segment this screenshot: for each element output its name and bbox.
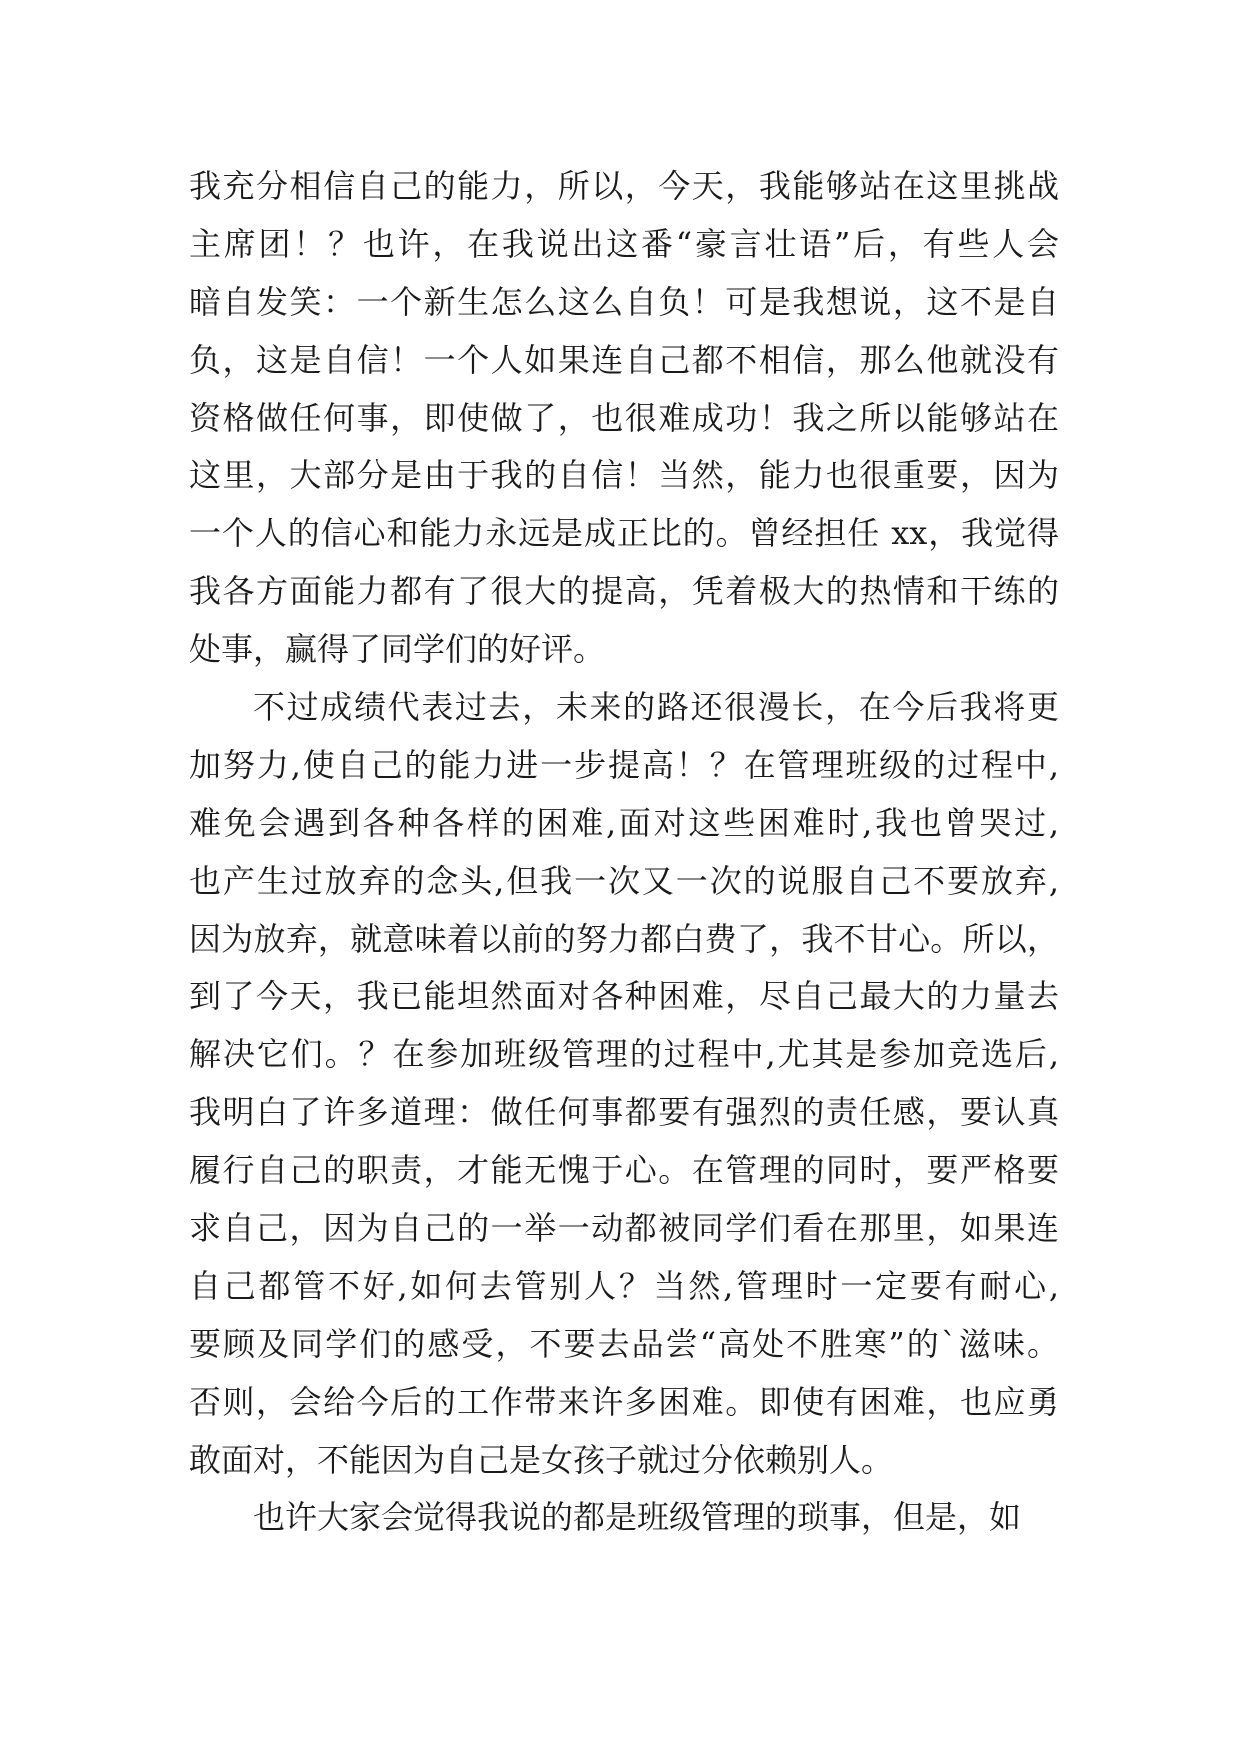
text-line: 否则，会给今后的工作带来许多困难。即使有困难，也应勇 [189, 1382, 1059, 1421]
text-line: 我充分相信自己的能力，所以，今天，我能够站在这里挑战 [189, 167, 1059, 205]
text-line: 解决它们。？在参加班级管理的过程中,尤其是参加竞选后, [189, 1035, 1059, 1074]
text-line: 我各方面能力都有了很大的提高，凭着极大的热情和干练的 [189, 572, 1059, 611]
text-line: 负，这是自信！一个人如果连自己都不相信，那么他就没有 [189, 340, 1059, 379]
text-line: 难免会遇到各种各样的困难,面对这些困难时,我也曾哭过, [189, 803, 1059, 842]
text-line: 资格做任何事，即使做了，也很难成功！我之所以能够站在 [189, 398, 1059, 437]
text-line: 求自己，因为自己的一举一动都被同学们看在那里，如果连 [189, 1209, 1059, 1248]
text-line: 主席团！？也许，在我说出这番“豪言壮语”后，有些人会 [189, 224, 1059, 263]
text-line: 也产生过放弃的念头,但我一次又一次的说服自己不要放弃, [189, 861, 1059, 900]
text-line: 加努力,使自己的能力进一步提高！？在管理班级的过程中, [189, 745, 1059, 784]
text-line: 也许大家会觉得我说的都是班级管理的琐事，但是，如 [253, 1498, 1022, 1537]
text-line: 我明白了许多道理：做任何事都要有强烈的责任感，要认真 [189, 1093, 1059, 1132]
text-line: 自己都管不好,如何去管别人？当然,管理时一定要有耐心, [189, 1266, 1059, 1305]
text-line: 暗自发笑：一个新生怎么这么自负！可是我想说，这不是自 [189, 282, 1059, 321]
document-body [189, 158, 1059, 1547]
text-line: 处事，赢得了同学们的好评。 [189, 630, 606, 669]
paragraph-1 [189, 158, 1059, 679]
text-line: 这里，大部分是由于我的自信！当然，能力也很重要，因为 [189, 456, 1059, 495]
text-line: 因为放弃，就意味着以前的努力都白费了，我不甘心。所以， [189, 919, 1059, 958]
paragraph-3 [189, 1489, 1059, 1547]
text-line: 一个人的信心和能力永远是成正比的。曾经担任 xx，我觉得 [189, 514, 1059, 553]
text-line: 履行自己的职责，才能无愧于心。在管理的同时，要严格要 [189, 1151, 1059, 1190]
text-line: 要顾及同学们的感受，不要去品尝“高处不胜寒”的`滋味。 [189, 1324, 1059, 1363]
paragraph-2 [189, 679, 1059, 1489]
text-line: 敢面对，不能因为自己是女孩子就过分依赖别人。 [189, 1440, 894, 1479]
text-line: 不过成绩代表过去，未来的路还很漫长，在今后我将更 [253, 688, 1059, 727]
text-line: 到了今天，我已能坦然面对各种困难，尽自己最大的力量去 [189, 977, 1059, 1016]
